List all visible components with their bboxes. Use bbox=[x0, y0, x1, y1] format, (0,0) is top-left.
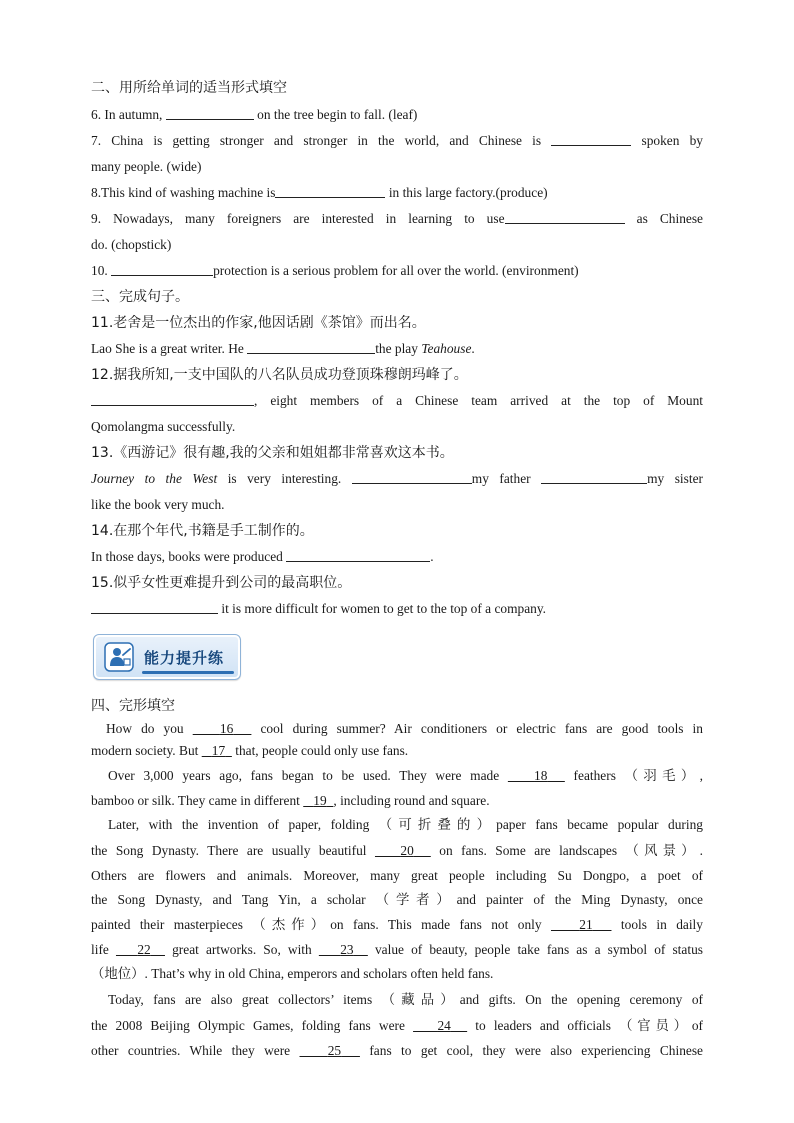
cloze-blank-18[interactable]: 18 bbox=[534, 768, 548, 783]
question-11-chinese: 11.老舍是一位杰出的作家,他因话剧《茶馆》而出名。 bbox=[91, 315, 426, 331]
question-13-cont: like the book very much. bbox=[91, 497, 225, 512]
answer-blank-7[interactable] bbox=[551, 132, 631, 146]
question-9: 9. Nowadays, many foreigners are interested in learning to use as Chinese bbox=[91, 211, 703, 226]
question-7-cont: many people. (wide) bbox=[91, 159, 202, 174]
cloze-line-11: （地位）. That’s why in old China, emperors and scholars often held fans. bbox=[91, 966, 494, 981]
answer-blank-14[interactable] bbox=[286, 548, 430, 562]
cloze-line-7: Others are flowers and animals. Moreover, many great people including Su Dongpo, a poet of bbox=[91, 868, 703, 883]
cloze-blank-20[interactable]: 20 bbox=[400, 843, 414, 858]
question-12: , eight members of a Chinese team arrived at the top of Mount bbox=[91, 392, 703, 410]
cloze-blank-19[interactable]: 19 bbox=[313, 793, 327, 808]
question-13: Journey to the West is very interesting. my father my sister bbox=[91, 471, 703, 486]
section-3-title: 三、完成句子。 bbox=[91, 289, 189, 305]
badge-label: 能力提升练 bbox=[144, 649, 225, 667]
ability-practice-badge bbox=[93, 634, 241, 680]
badge-underline bbox=[142, 671, 234, 674]
cloze-blank-25[interactable]: 25 bbox=[327, 1043, 342, 1058]
cloze-blank-16[interactable]: 16 bbox=[219, 721, 234, 736]
cloze-line-6: the Song Dynasty. There are usually beautiful 20 on fans. Some are landscapes （风景）. bbox=[91, 843, 703, 858]
cloze-line-12: Today, fans are also great collectors’ items （藏品）and gifts. On the opening ceremony of bbox=[108, 992, 703, 1007]
question-7: 7. China is getting stronger and stronger in the world, and Chinese is spoken by bbox=[91, 133, 703, 148]
cloze-blank-21[interactable]: 21 bbox=[579, 917, 593, 932]
cloze-line-2: modern society. But 17 that, people could only use fans. bbox=[91, 743, 409, 758]
section-2-title: 二、用所给单词的适当形式填空 bbox=[91, 80, 287, 96]
answer-blank-9[interactable] bbox=[505, 210, 625, 224]
cloze-line-3: Over 3,000 years ago, fans began to be used. They were made 18 feathers （羽毛）, bbox=[108, 768, 703, 783]
cloze-line-5: Later, with the invention of paper, folding （可折叠的）paper fans became popular during bbox=[108, 817, 703, 832]
question-14: In those days, books were produced . bbox=[91, 549, 434, 564]
cloze-blank-17[interactable]: 17 bbox=[211, 743, 226, 758]
answer-blank-12[interactable] bbox=[91, 392, 254, 406]
cloze-blank-23[interactable]: 23 bbox=[340, 942, 354, 957]
answer-blank-15[interactable] bbox=[91, 600, 218, 614]
cloze-blank-24[interactable]: 24 bbox=[437, 1018, 451, 1033]
person-presenting-icon bbox=[104, 642, 134, 672]
question-12-chinese: 12.据我所知,一支中国队的八名队员成功登顶珠穆朗玛峰了。 bbox=[91, 367, 468, 383]
question-9-cont: do. (chopstick) bbox=[91, 237, 172, 252]
question-10: 10. protection is a serious problem for all over the world. (environment) bbox=[91, 263, 579, 278]
cloze-line-10: life 22 great artworks. So, with 23 value of beauty, people take fans as a symbol of status bbox=[91, 942, 703, 957]
question-12-cont: Qomolangma successfully. bbox=[91, 419, 236, 434]
question-8: 8.This kind of washing machine is in this large factory.(produce) bbox=[91, 185, 548, 200]
answer-blank-11[interactable] bbox=[247, 340, 375, 354]
cloze-line-8: the Song Dynasty, and Tang Yin, a scholar （学者）and painter of the Ming Dynasty, once bbox=[91, 892, 703, 907]
answer-blank-8[interactable] bbox=[275, 184, 385, 198]
question-6: 6. In autumn, on the tree begin to fall. (leaf) bbox=[91, 107, 418, 122]
question-15: it is more difficult for women to get to the top of a company. bbox=[91, 600, 703, 618]
cloze-line-1: How do you 16 cool during summer? Air conditioners or electric fans are good tools in bbox=[106, 721, 703, 736]
answer-blank-13b[interactable] bbox=[541, 470, 647, 484]
section-4-title: 四、完形填空 bbox=[91, 698, 175, 714]
question-14-chinese: 14.在那个年代,书籍是手工制作的。 bbox=[91, 523, 314, 539]
cloze-line-4: bamboo or silk. They came in different 19 , including round and square. bbox=[91, 793, 490, 808]
question-13-chinese: 13.《西游记》很有趣,我的父亲和姐姐都非常喜欢这本书。 bbox=[91, 445, 454, 461]
answer-blank-13a[interactable] bbox=[352, 470, 472, 484]
answer-blank-10[interactable] bbox=[111, 262, 213, 276]
cloze-line-13: the 2008 Beijing Olympic Games, folding fans were 24 to leaders and officials （官员）of bbox=[91, 1018, 703, 1033]
answer-blank-6[interactable] bbox=[166, 106, 254, 120]
question-11: Lao She is a great writer. He the play Teahouse. bbox=[91, 341, 475, 356]
cloze-line-9: painted their masterpieces （杰作）on fans. This made fans not only 21 tools in daily bbox=[91, 917, 703, 932]
cloze-line-14: other countries. While they were 25 fans to get cool, they were also experiencing Chinese bbox=[91, 1043, 703, 1058]
cloze-blank-22[interactable]: 22 bbox=[137, 942, 151, 957]
question-15-chinese: 15.似乎女性更难提升到公司的最高职位。 bbox=[91, 575, 352, 591]
